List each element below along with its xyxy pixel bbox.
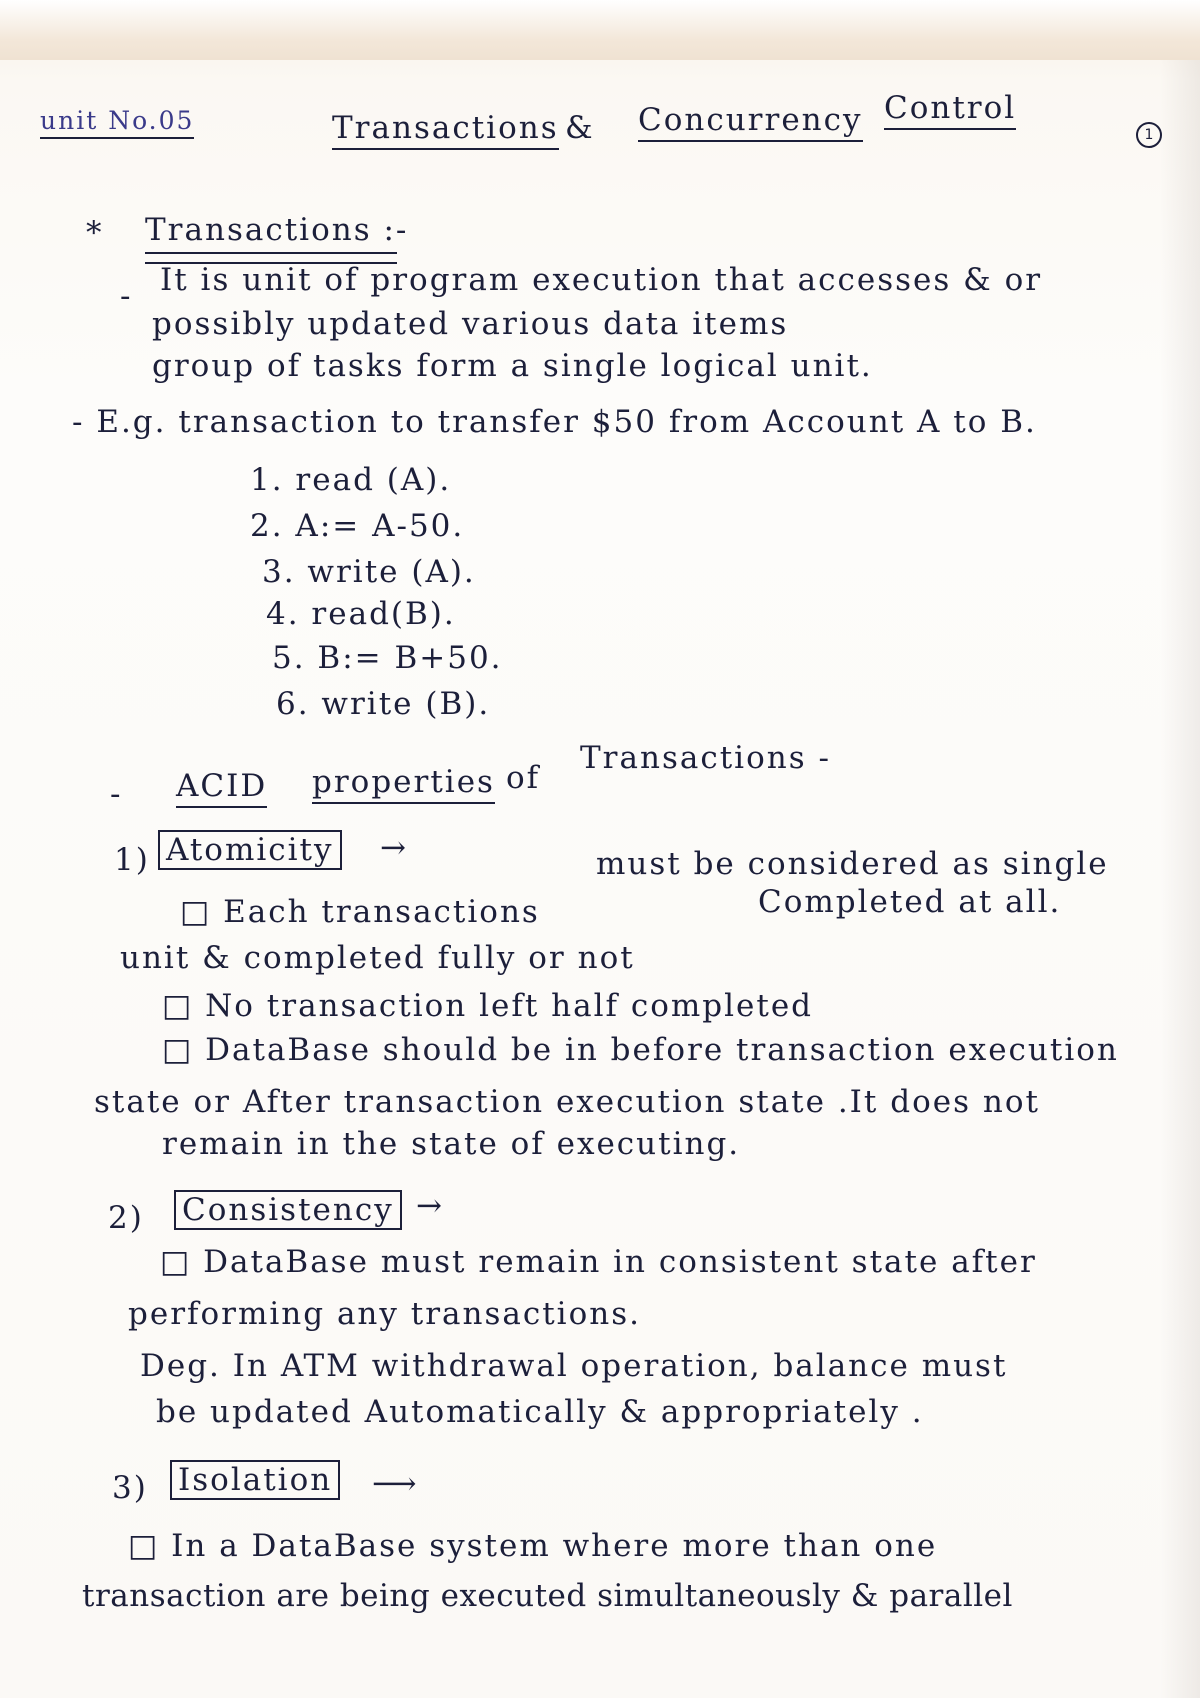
atomicity-line-4: □ No transaction left half completed bbox=[162, 988, 814, 1024]
example-step-3: 3. write (A). bbox=[262, 554, 476, 590]
isolation-line-1: □ In a DataBase system where more than one bbox=[128, 1528, 938, 1564]
acid-heading-acid: ACID bbox=[176, 768, 267, 808]
page-top-band bbox=[0, 0, 1200, 60]
title-transactions: Transactions bbox=[332, 110, 559, 150]
page-number-badge: 1 bbox=[1136, 122, 1162, 148]
definition-line-3: group of tasks form a single logical unit. bbox=[152, 348, 873, 384]
section-heading: Transactions :- bbox=[145, 212, 409, 248]
consistency-line-4: be updated Automatically & appropriately . bbox=[156, 1394, 924, 1430]
example-step-4: 4. read(B). bbox=[266, 596, 456, 632]
unit-number: unit No.05 bbox=[40, 106, 194, 139]
atomicity-line-3: unit & completed fully or not bbox=[120, 940, 635, 976]
consistency-number: 2) bbox=[108, 1200, 144, 1236]
isolation-arrow-icon: ⟶ bbox=[372, 1466, 419, 1502]
acid-heading-transactions: Transactions - bbox=[580, 740, 831, 776]
example-intro: - E.g. transaction to transfer $50 from Account A to B. bbox=[72, 404, 1037, 440]
definition-line-1: It is unit of program execution that accesses & or bbox=[160, 262, 1043, 298]
atomicity-line-7: remain in the state of executing. bbox=[162, 1126, 741, 1162]
isolation-line-2: transaction are being executed simultaneously & parallel bbox=[82, 1578, 1013, 1614]
atomicity-label: Atomicity bbox=[158, 830, 342, 870]
consistency-label: Consistency bbox=[174, 1190, 402, 1230]
page-edge-shadow bbox=[1160, 60, 1200, 1698]
example-step-6: 6. write (B). bbox=[276, 686, 491, 722]
title-concurrency: Concurrency bbox=[638, 102, 863, 142]
isolation-label: Isolation bbox=[170, 1460, 340, 1500]
title-control: Control bbox=[884, 90, 1016, 130]
consistency-line-3: Deg. In ATM withdrawal operation, balance must bbox=[140, 1348, 1008, 1384]
example-step-5: 5. B:= B+50. bbox=[272, 640, 503, 676]
atomicity-line-1: must be considered as single bbox=[596, 846, 1109, 882]
isolation-number: 3) bbox=[112, 1470, 148, 1506]
definition-line-2: possibly updated various data items bbox=[152, 306, 789, 342]
acid-dash: - bbox=[110, 776, 123, 812]
example-step-2: 2. A:= A-50. bbox=[250, 508, 465, 544]
atomicity-line-2: □ Each transactions bbox=[180, 894, 540, 930]
atomicity-line-5: □ DataBase should be in before transaction execution bbox=[162, 1032, 1119, 1068]
acid-heading-of: of bbox=[506, 760, 541, 796]
consistency-line-1: □ DataBase must remain in consistent state after bbox=[160, 1244, 1037, 1280]
atomicity-number: 1) bbox=[114, 842, 150, 878]
consistency-arrow-icon: → bbox=[416, 1188, 444, 1224]
consistency-line-2: performing any transactions. bbox=[128, 1296, 641, 1332]
atomicity-line-2b: Completed at all. bbox=[758, 884, 1062, 920]
atomicity-line-6: state or After transaction execution state .It does not bbox=[94, 1084, 1040, 1120]
title-ampersand: & bbox=[565, 110, 595, 146]
example-step-1: 1. read (A). bbox=[250, 462, 452, 498]
bullet-star-icon: * bbox=[86, 215, 104, 251]
definition-dash: - bbox=[120, 278, 133, 314]
atomicity-arrow-icon: → bbox=[380, 830, 408, 866]
acid-heading-properties: properties bbox=[312, 764, 495, 804]
